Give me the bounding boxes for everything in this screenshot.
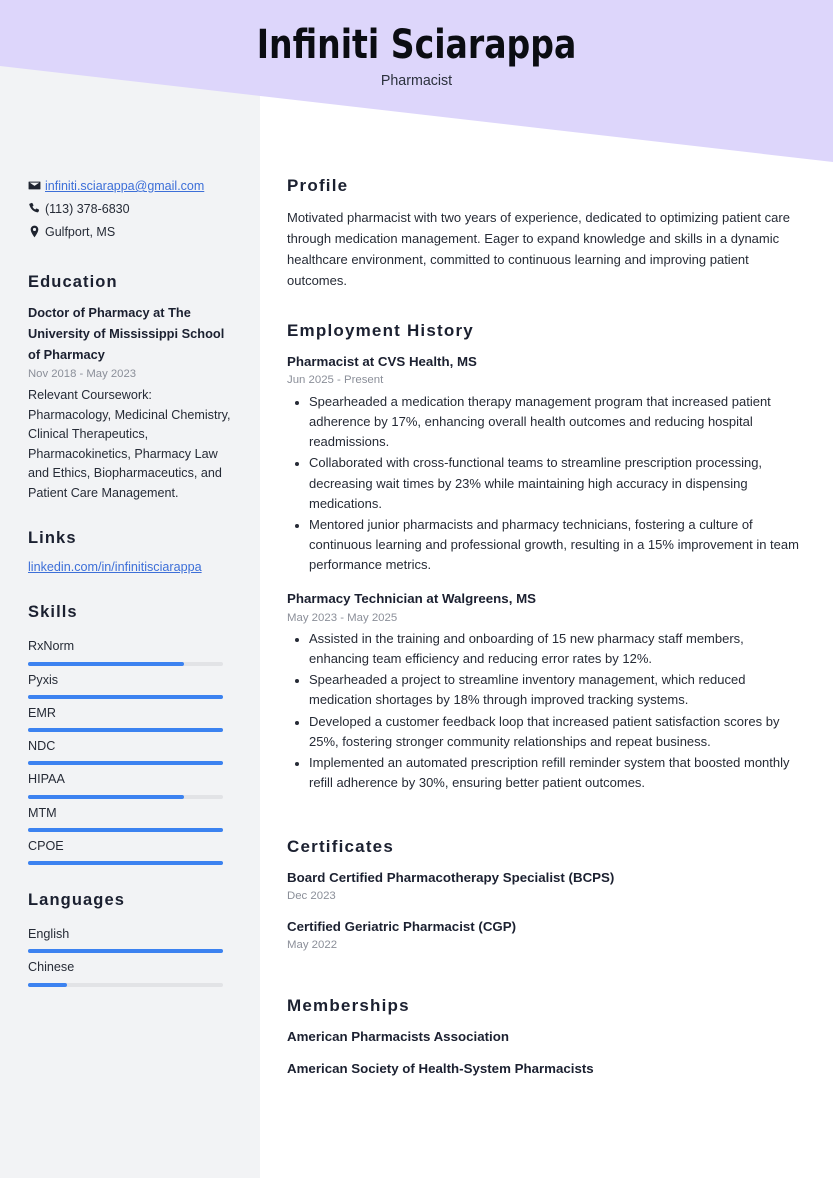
language-label: Chinese	[28, 960, 75, 975]
certificate-title: Board Certified Pharmacotherapy Specialist (BCPS)	[287, 870, 615, 886]
skill-item	[28, 765, 232, 798]
skill-label: RxNorm	[28, 639, 75, 654]
certificate-item	[287, 868, 805, 917]
bullet-item: • Collaborated with cross-functional teams to streamline prescription processing, decreasing wait times by 23% while maintaining high accuracy in dispensing medications.	[309, 453, 805, 514]
skill-label: MTM	[28, 805, 57, 820]
membership-title: American Pharmacists Association	[287, 1028, 509, 1044]
skill-item	[28, 799, 232, 832]
bullet-item: • Mentored junior pharmacists and pharmacy technicians, fostering a culture of continuous learning and professional growth, resulting in a 15% improvement in team performance metrics.	[309, 515, 805, 576]
contact-location-row	[28, 224, 232, 241]
skill-bar-track	[28, 695, 223, 699]
education-degree: Doctor of Pharmacy at The University of Mississippi School of Pharmacy	[28, 304, 225, 363]
skill-bar-fill	[28, 695, 223, 699]
envelope-icon	[28, 179, 45, 192]
phone-icon	[28, 202, 45, 215]
employment-title: Pharmacist at CVS Health, MS	[287, 354, 477, 370]
skill-label: Pyxis	[28, 672, 59, 687]
linkedin-link[interactable]: linkedin.com/in/infinitisciarappa	[28, 560, 202, 575]
skill-bar-fill	[28, 828, 223, 832]
education-entry	[28, 302, 232, 504]
email-link[interactable]: infiniti.sciarappa@gmail.com	[45, 179, 205, 193]
languages-heading: Languages	[28, 891, 126, 909]
main-content	[260, 0, 833, 1091]
language-label: English	[28, 927, 70, 941]
skills-heading: Skills	[28, 603, 78, 622]
employment-date: Jun 2025 - Present	[287, 374, 384, 387]
skill-label: CPOE	[28, 838, 64, 853]
employment-section	[287, 291, 805, 807]
profile-section	[287, 0, 805, 291]
skill-bar-track	[28, 728, 223, 732]
employment-entry	[287, 589, 805, 807]
skill-bar-track	[28, 761, 223, 765]
employment-entry	[287, 352, 805, 589]
bullet-item: • Developed a customer feedback loop that increased patient satisfaction scores by 25%, fostering stronger community relationships and repeat business.	[309, 712, 805, 753]
profile-text: Motivated pharmacist with two years of experience, dedicated to optimizing patient care through medication management. Eager to expand knowledge and skills in a dynamic healthcare environment, committed to continuous learning and improving patient outcomes.	[287, 210, 790, 289]
skill-item	[28, 832, 232, 865]
skill-bar-track	[28, 861, 223, 865]
language-item	[28, 953, 232, 986]
education-heading: Education	[28, 272, 118, 291]
employment-title: Pharmacy Technician at Walgreens, MS	[287, 591, 537, 607]
skill-label: EMR	[28, 705, 56, 720]
education-description: Relevant Coursework: Pharmacology, Medicinal Chemistry, Clinical Therapeutics, Pharmacokinetics, Pharmacy Law and Ethics, Biopharmaceutics, and Patient Care Management.	[28, 388, 231, 500]
skill-bar-fill	[28, 728, 223, 732]
profile-heading: Profile	[287, 176, 349, 195]
skill-bar-fill	[28, 662, 184, 666]
certificate-title: Certified Geriatric Pharmacist (CGP)	[287, 918, 517, 934]
employment-heading: Employment History	[287, 321, 474, 341]
employment-date: May 2023 - May 2025	[287, 611, 398, 624]
language-bar-fill	[28, 949, 223, 953]
phone-value: (113) 378-6830	[45, 201, 130, 216]
skill-bar-track	[28, 795, 223, 799]
language-bar-fill	[28, 983, 67, 987]
skill-bar-fill	[28, 761, 223, 765]
membership-item	[287, 1027, 805, 1059]
contact-list	[28, 0, 232, 241]
skill-bar-track	[28, 828, 223, 832]
language-bar-track	[28, 983, 223, 987]
links-heading: Links	[28, 529, 77, 548]
skill-item	[28, 732, 232, 765]
skill-item	[28, 666, 232, 699]
contact-phone-row	[28, 201, 232, 218]
certificate-item	[287, 917, 805, 966]
contact-email-row	[28, 178, 232, 195]
skill-label: NDC	[28, 739, 56, 753]
skill-item	[28, 699, 232, 732]
language-bar-track	[28, 949, 223, 953]
skill-label: HIPAA	[28, 772, 65, 787]
employment-bullets	[287, 629, 805, 794]
languages-list	[28, 920, 232, 987]
certificates-section	[287, 807, 805, 966]
certificate-date: May 2022	[287, 939, 338, 952]
skill-bar-fill	[28, 861, 223, 865]
skill-item	[28, 632, 232, 665]
skills-list	[28, 632, 232, 865]
employment-bullets	[287, 392, 805, 576]
page-title: Infiniti Sciarappa	[256, 22, 577, 68]
education-date: Nov 2018 - May 2023	[28, 368, 137, 381]
bullet-item: • Spearheaded a project to streamline inventory management, which reduced medication shortages by 18% through improved tracking systems.	[309, 670, 805, 711]
membership-item	[287, 1059, 805, 1091]
language-item	[28, 920, 232, 953]
skill-bar-track	[28, 662, 223, 666]
certificates-heading: Certificates	[287, 837, 394, 857]
memberships-heading: Memberships	[287, 995, 410, 1015]
membership-title: American Society of Health-System Pharmacists	[287, 1061, 594, 1077]
sidebar-content	[0, 0, 260, 987]
bullet-item: • Implemented an automated prescription refill reminder system that boosted monthly refill adherence by 30%, ensuring better patient outcomes.	[309, 753, 805, 794]
memberships-section	[287, 966, 805, 1092]
bullet-item: • Spearheaded a medication therapy management program that increased patient adherence by 17%, enhancing overall health outcomes and reducing hospital readmissions.	[309, 392, 805, 453]
location-value: Gulfport, MS	[45, 224, 116, 239]
map-pin-icon	[28, 225, 45, 238]
skill-bar-fill	[28, 795, 184, 799]
job-title: Pharmacist	[380, 71, 453, 89]
bullet-item: • Assisted in the training and onboarding of 15 new pharmacy staff members, enhancing team efficiency and reducing error rates by 12%.	[309, 629, 805, 670]
certificate-date: Dec 2023	[287, 890, 336, 903]
